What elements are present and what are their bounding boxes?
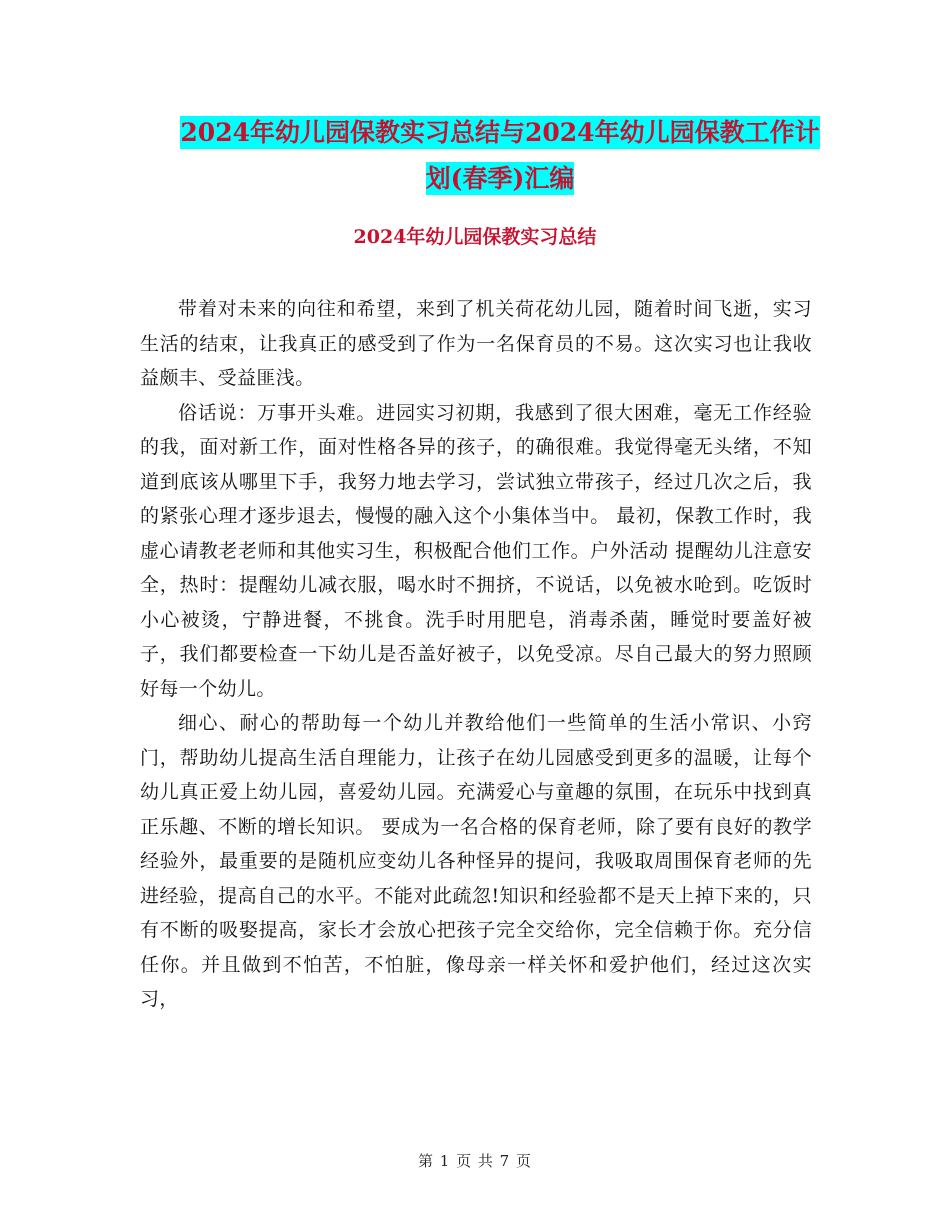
section-title: 2024年幼儿园保教实习总结 <box>353 226 597 248</box>
document-title <box>180 110 820 202</box>
page-footer <box>0 1150 950 1171</box>
document-title-highlight: 2024年幼儿园保教实习总结与2024年幼儿园保教工作计划(春季)汇编 <box>180 118 820 193</box>
body-text <box>140 292 812 1017</box>
paragraph: 细心、耐心的帮助每一个幼儿并教给他们一些简单的生活小常识、小窍门，帮助幼儿提高生活自理能力，让孩子在幼儿园感受到更多的温暖，让每个幼儿真正爱上幼儿园，喜爱幼儿园。充满爱心与童趣的氛围，在玩乐中找到真正乐趣、不断的增长知识。 要成为一名合格的保育老师，除了要有良好的教学经验外，最重要的是随机应变幼儿各种怪异的提问，我吸取周围保育老师的先进经验，提高自己的水平。不能对此疏忽!知识和经验都不是天上掉下来的，只有不断的吸娶提高，家长才会放心把孩子完全交给你，完全信赖于你。充分信任你。并且做到不怕苦，不怕脏，像母亲一样关怀和爱护他们，经过这次实习， <box>140 712 812 1010</box>
paragraph: 俗话说：万事开头难。进园实习初期，我感到了很大困难，毫无工作经验的我，面对新工作，面对性格各异的孩子，的确很难。我觉得毫无头绪，不知道到底该从哪里下手，我努力地去学习，尝试独立带孩子，经过几次之后，我的紧张心理才逐步退去，慢慢的融入这个小集体当中。 最初，保教工作时，我虚心请教老老师和其他实习生，积极配合他们工作。户外活动 提醒幼儿注意安全，热时：提醒幼儿减衣服，喝水时不拥挤，不说话，以免被水呛到。吃饭时小心被烫，宁静进餐，不挑食。洗手时用肥皂，消毒杀菌，睡觉时要盖好被子，我们都要检查一下幼儿是否盖好被子，以免受凉。尽自己最大的努力照顾好每一个幼儿。 <box>140 401 812 700</box>
paragraph: 带着对未来的向往和希望，来到了机关荷花幼儿园，随着时间飞逝，实习生活的结束，让我真正的感受到了作为一名保育员的不易。这次实习也让我收益颇丰、受益匪浅。 <box>140 298 812 389</box>
page-number: 第 1 页 共 7 页 <box>418 1152 532 1170</box>
